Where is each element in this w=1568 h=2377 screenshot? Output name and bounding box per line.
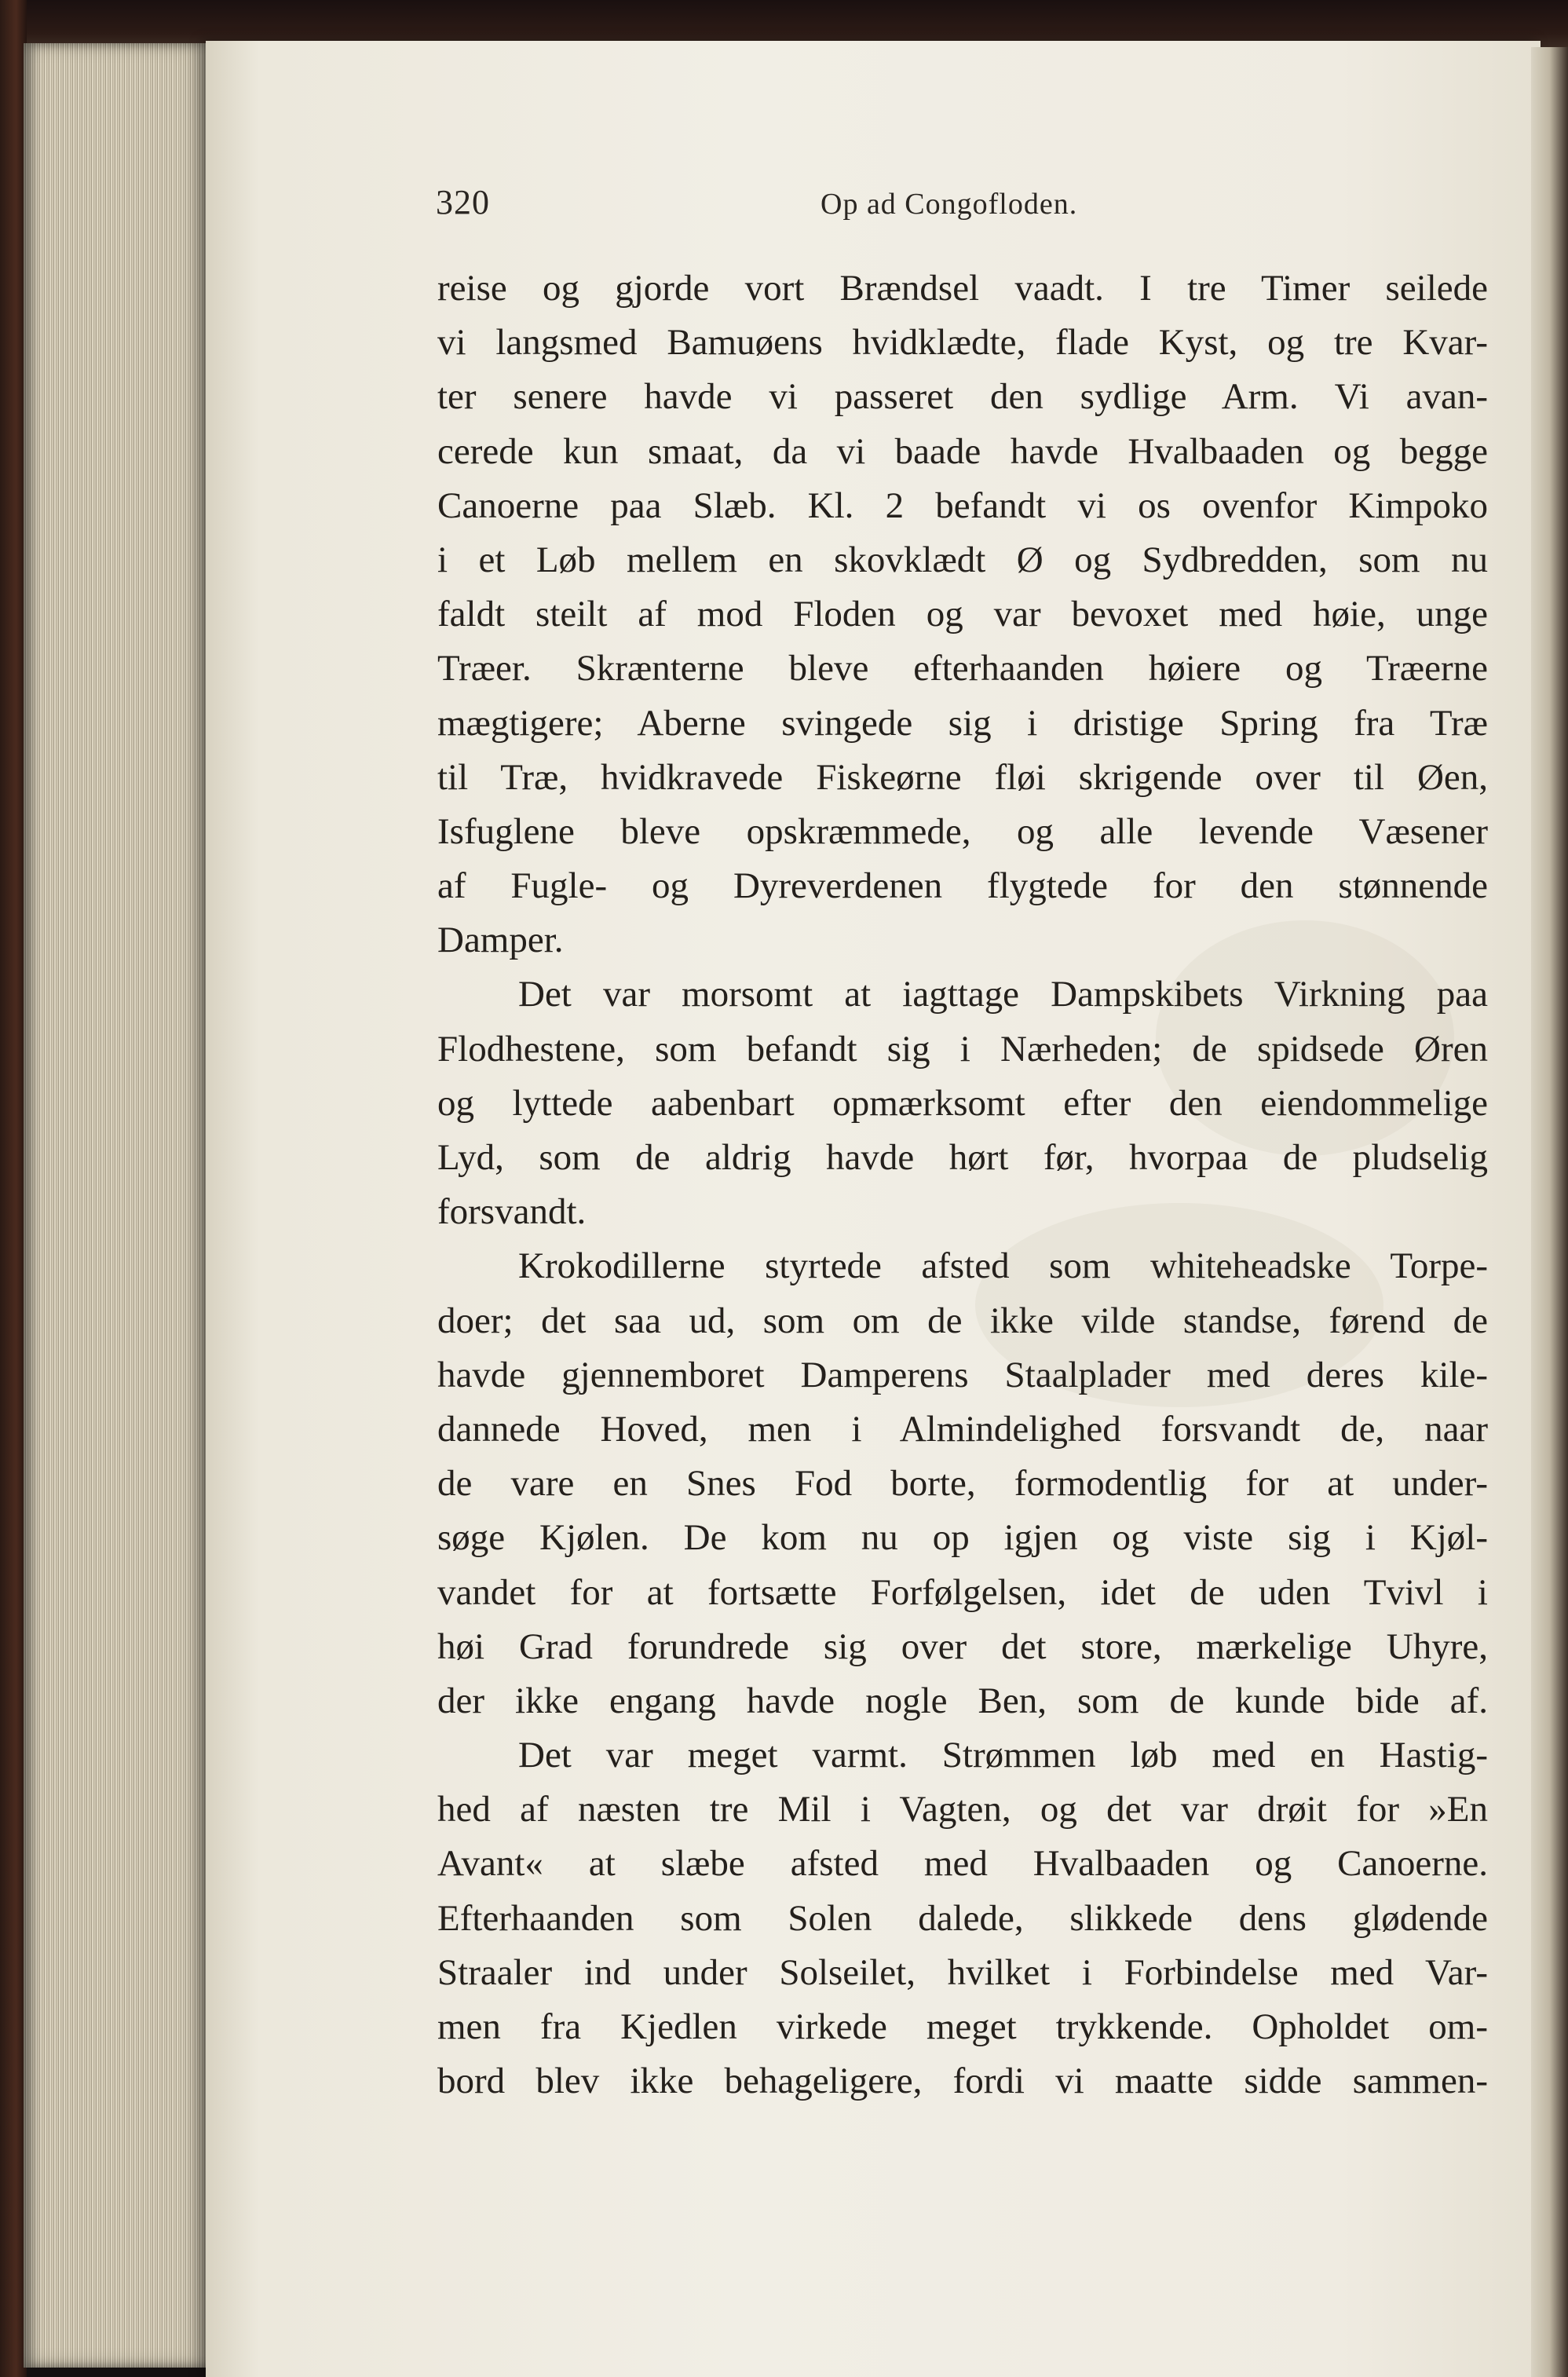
text-line: søge Kjølen. De kom nu op igjen og viste sig i Kjøl- — [437, 1517, 1488, 1559]
text-line: Krokodillerne styrtede afsted som whiteheadske Torpe- — [518, 1245, 1488, 1287]
text-line: Avant« at slæbe afsted med Hvalbaaden og Canoerne. — [437, 1843, 1488, 1885]
text-line: i et Løb mellem en skovklædt Ø og Sydbredden, som nu — [437, 539, 1488, 580]
text-line: hed af næsten tre Mil i Vagten, og det var drøit for »En — [437, 1789, 1488, 1830]
text-line: og lyttede aabenbart opmærksomt efter den eiendommelige — [437, 1082, 1488, 1124]
text-line: Lyd, som de aldrig havde hørt før, hvorpaa de pludselig — [437, 1137, 1488, 1178]
text-line: af Fugle- og Dyreverdenen flygtede for den stønnende — [437, 865, 1488, 907]
text-line: Damper. — [437, 920, 564, 961]
text-line: Canoerne paa Slæb. Kl. 2 befandt vi os ovenfor Kimpoko — [437, 485, 1488, 526]
text-line: forsvandt. — [437, 1191, 587, 1233]
text-line: vi langsmed Bamuøens hvidklædte, flade Kyst, og tre Kvar- — [437, 322, 1488, 364]
text-line: reise og gjorde vort Brændsel vaadt. I tre Timer seilede — [437, 268, 1488, 309]
text-line: men fra Kjedlen virkede meget trykkende. Opholdet om- — [437, 2006, 1488, 2047]
book-top-edge — [0, 0, 1568, 47]
text-line: til Træ, hvidkravede Fiskeørne fløi skrigende over til Øen, — [437, 756, 1488, 798]
body-text — [437, 261, 1488, 2108]
text-line: cerede kun smaat, da vi baade havde Hvalbaaden og begge — [437, 430, 1488, 472]
page-number: 320 — [436, 183, 490, 221]
running-head: Op ad Congofloden. — [821, 188, 1078, 221]
page-header — [436, 182, 1504, 237]
text-line: der ikke engang havde nogle Ben, som de kunde bide af. — [437, 1680, 1488, 1721]
text-line: bord blev ikke behageligere, fordi vi maatte sidde sammen- — [437, 2061, 1488, 2102]
text-line: havde gjennemboret Damperens Staalplader med deres kile- — [437, 1354, 1488, 1395]
text-line: vandet for at fortsætte Forfølgelsen, idet de uden Tvivl i — [437, 1571, 1488, 1613]
text-line: faldt steilt af mod Floden og var bevoxet med høie, unge — [437, 594, 1488, 635]
book-cover-edge — [0, 0, 27, 2377]
text-line: Det var meget varmt. Strømmen løb med en Hastig- — [518, 1735, 1488, 1776]
text-line: doer; det saa ud, som om de ikke vilde standse, førend de — [437, 1300, 1488, 1341]
page-right-edge — [1531, 47, 1568, 2377]
text-line: høi Grad forundrede sig over det store, mærkelige Uhyre, — [437, 1626, 1488, 1667]
text-line: dannede Hoved, men i Almindelighed forsvandt de, naar — [437, 1408, 1488, 1450]
text-line: Isfuglene bleve opskræmmede, og alle levende Væsener — [437, 810, 1488, 852]
text-line: de vare en Snes Fod borte, formodentlig for at under- — [437, 1463, 1488, 1505]
text-line: Efterhaanden som Solen dalede, slikkede dens glødende — [437, 1897, 1488, 1939]
page-stack-edges — [24, 43, 212, 2368]
text-line: Det var morsomt at iagttage Dampskibets Virkning paa — [518, 974, 1488, 1015]
text-line: ter senere havde vi passeret den sydlige Arm. Vi avan- — [437, 376, 1488, 418]
text-line: mægtigere; Aberne svingede sig i dristige Spring fra Træ — [437, 702, 1488, 744]
text-line: Flodhestene, som befandt sig i Nærheden; de spidsede Øren — [437, 1028, 1488, 1070]
text-line: Straaler ind under Solseilet, hvilket i Forbindelse med Var- — [437, 1951, 1488, 1993]
text-line: Træer. Skrænterne bleve efterhaanden høiere og Træerne — [437, 648, 1488, 689]
